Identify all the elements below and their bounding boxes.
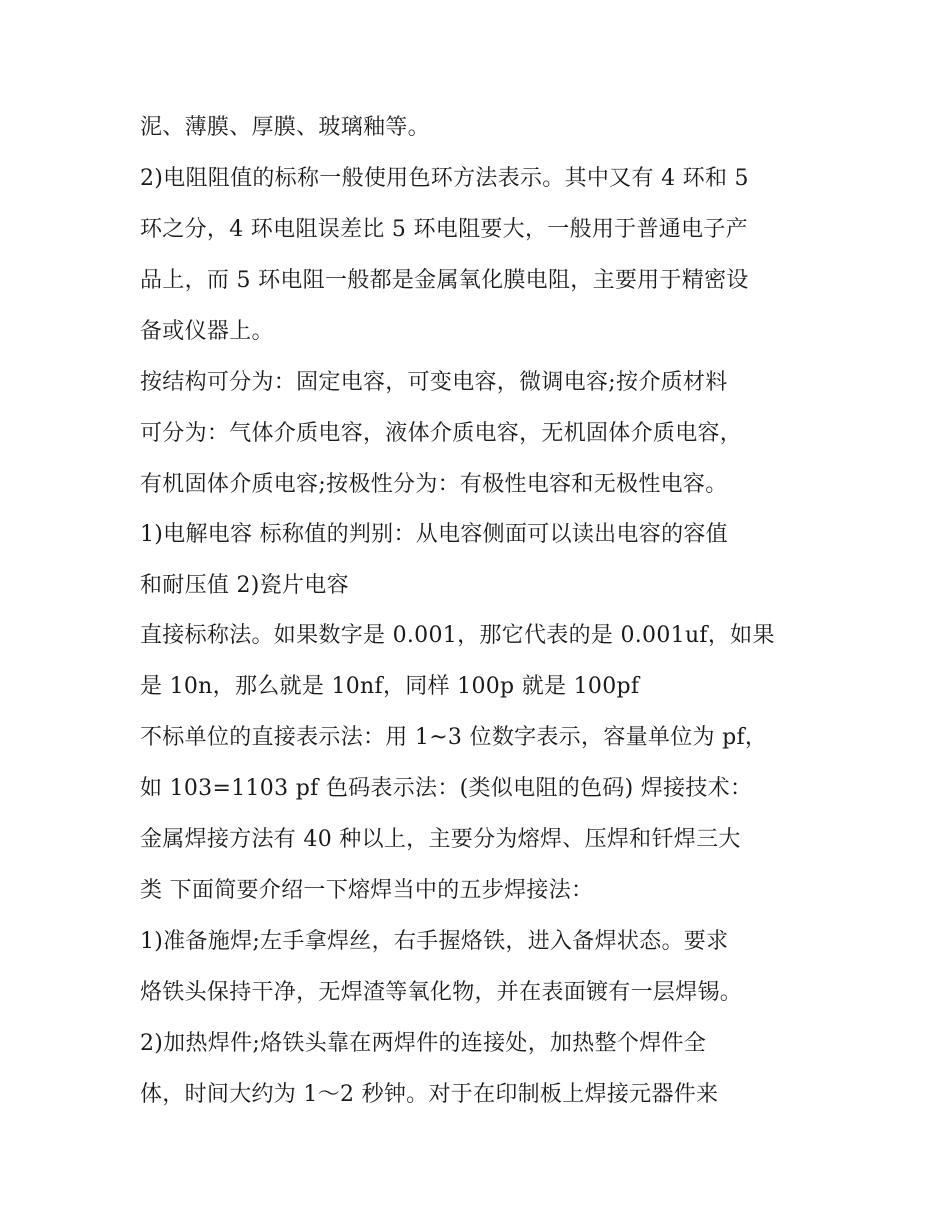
text-line: 2)加热焊件;烙铁头靠在两焊件的连接处，加热整个焊件全: [140, 1031, 707, 1056]
text-line: 体，时间大约为 1～2 秒钟。对于在印制板上焊接元器件来: [140, 1082, 719, 1107]
text-line: 不标单位的直接表示法：用 1~3 位数字表示，容量单位为 pf，: [140, 725, 768, 750]
text-line: 环之分，4 环电阻误差比 5 环电阻要大，一般用于普通电子产: [140, 217, 748, 242]
text-line: 类 下面简要介绍一下熔焊当中的五步焊接法：: [140, 878, 594, 903]
text-line: 直接标称法。如果数字是 0.001，那它代表的是 0.001uf，如果: [140, 623, 775, 648]
text-line: 和耐压值 2)瓷片电容: [140, 573, 349, 598]
text-line: 1)准备施焊;左手拿焊丝，右手握烙铁，进入备焊状态。要求: [140, 929, 729, 954]
text-line: 泥、薄膜、厚膜、玻璃釉等。: [140, 115, 430, 140]
text-line: 备或仪器上。: [140, 319, 274, 344]
text-line: 按结构可分为：固定电容，可变电容，微调电容;按介质材料: [140, 370, 728, 395]
text-line: 烙铁头保持干净，无焊渣等氧化物，并在表面镀有一层焊锡。: [140, 980, 743, 1005]
text-line: 金属焊接方法有 40 种以上，主要分为熔焊、压焊和钎焊三大: [140, 827, 741, 852]
text-line: 2)电阻阻值的标称一般使用色环方法表示。其中又有 4 环和 5: [140, 166, 749, 191]
text-line: 可分为：气体介质电容，液体介质电容，无机固体介质电容，: [140, 421, 743, 446]
text-line: 品上，而 5 环电阻一般都是金属氧化膜电阻，主要用于精密设: [140, 268, 749, 293]
text-line: 是 10n，那么就是 10nf，同样 100p 就是 100pf: [140, 674, 640, 699]
text-line: 1)电解电容 标称值的判别：从电容侧面可以读出电容的容值: [140, 522, 728, 547]
text-line: 有机固体介质电容;按极性分为：有极性电容和无极性电容。: [140, 472, 728, 497]
text-line: 如 103=1103 pf 色码表示法：(类似电阻的色码) 焊接技术：: [140, 776, 753, 801]
